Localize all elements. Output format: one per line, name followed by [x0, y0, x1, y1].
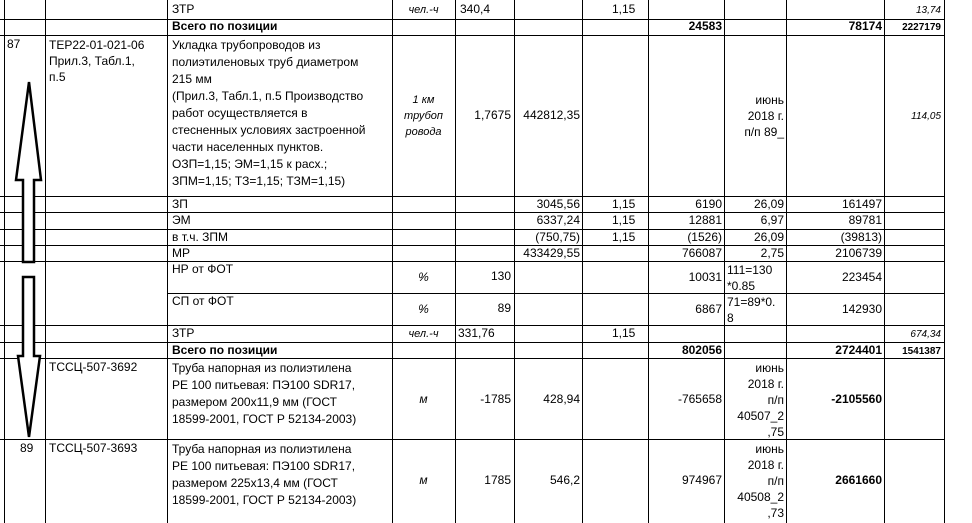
em-sum-base: 12881 [688, 213, 722, 227]
row89-num: 89 [20, 441, 34, 455]
ztr-coef: 1,15 [612, 2, 636, 16]
zp-name: ЗП [172, 197, 188, 211]
ztr2-coef: 1,15 [612, 326, 636, 340]
zp-price: 3045,56 [536, 197, 580, 211]
row87-index: июнь 2018 г. п/п 89_ [744, 93, 784, 139]
row89-price: 546,2 [549, 473, 580, 487]
row87-num: 87 [7, 37, 21, 51]
vsego2-sum-cur: 2724401 [835, 343, 882, 357]
sp-unit: % [418, 302, 429, 316]
row87-qty: 1,7675 [474, 108, 511, 122]
zpm-index: 26,09 [753, 230, 784, 244]
em-index: 6,97 [760, 213, 784, 227]
vsego-name: Всего по позиции [172, 19, 278, 33]
em-name: ЭМ [172, 213, 191, 227]
em-price: 6337,24 [536, 213, 580, 227]
ztr-total: 13,74 [915, 5, 941, 16]
mr-name: МР [172, 246, 190, 260]
row88-code: ТССЦ-507-3692 [49, 360, 138, 374]
zp-sum-cur: 161497 [841, 197, 882, 211]
row89-unit: м [419, 473, 428, 487]
sp-name: СП от ФОТ [172, 294, 234, 308]
row88-index: июнь 2018 г. п/п 40507_2 ,75 [737, 361, 784, 439]
nr-index: 111=130 *0.85 [727, 263, 773, 293]
nr-sum-base: 10031 [688, 270, 722, 284]
mr-price: 433429,55 [523, 246, 580, 260]
row87-price: 442812,35 [523, 108, 580, 122]
row87-code: ТЕР22-01-021-06 Прил.3, Табл.1, п.5 [49, 38, 145, 84]
row88-sum-base: -765658 [677, 392, 722, 406]
row88-price: 428,94 [543, 392, 580, 406]
row89-name: Труба напорная из полиэтилена PE 100 питьевая: ПЭ100 SDR17, размером 225х13,4 мм (ГОСТ 18599-2001, ГОСТ Р 52134-2003) [172, 442, 357, 507]
sp-sum-base: 6867 [695, 302, 722, 316]
row87-name: Укладка трубопроводов из полиэтиленовых труб диаметром 215 мм (Прил.3, Табл.1, п.5 Производство работ осуществляется в стесненных условиях застроенной части населенных пунктов. ОЗП=1,15; ЭМ=1,15 к расх.; ЗПМ=1,15; ТЗ=1,15; ТЗМ=1,15) [172, 38, 366, 188]
row87-total: 114,05 [911, 111, 941, 122]
ztr-name: ЗТР [172, 2, 195, 16]
row87-unit: 1 км трубоп ровода [404, 94, 443, 138]
ztr2-qty: 331,76 [458, 326, 495, 340]
row88-name: Труба напорная из полиэтилена PE 100 питьевая: ПЭ100 SDR17, размером 200х11,9 мм (ГОСТ 18599-2001, ГОСТ Р 52134-2003) [172, 361, 357, 426]
zpm-price: (750,75) [535, 230, 580, 244]
zp-sum-base: 6190 [695, 197, 722, 211]
zpm-sum-base: (1526) [687, 230, 722, 244]
mr-sum-base: 766087 [681, 246, 722, 260]
ztr2-total: 674,34 [910, 329, 941, 340]
zp-coef: 1,15 [612, 197, 636, 211]
double-headed-arrow-icon [0, 0, 60, 460]
sp-index: 71=89*0. 8 [727, 295, 776, 325]
vsego-sum-base: 24583 [688, 19, 722, 33]
zpm-coef: 1,15 [612, 230, 636, 244]
ztr-qty: 340,4 [460, 2, 491, 16]
vsego-sum-cur: 78174 [848, 19, 882, 33]
mr-sum-cur: 2106739 [835, 246, 882, 260]
vsego-total: 2227179 [902, 22, 941, 33]
zpm-sum-cur: (39813) [840, 230, 882, 244]
vsego2-name: Всего по позиции [172, 343, 278, 357]
mr-index: 2,75 [760, 246, 784, 260]
nr-qty: 130 [490, 269, 511, 283]
nr-sum-cur: 223454 [841, 270, 882, 284]
ztr-unit: чел.-ч [408, 4, 439, 16]
row89-qty: 1785 [484, 473, 511, 487]
vsego2-sum-base: 802056 [681, 343, 722, 357]
nr-name: НР от ФОТ [172, 262, 234, 276]
row89-code: ТССЦ-507-3693 [49, 441, 138, 455]
ztr2-unit: чел.-ч [408, 328, 439, 340]
row88-qty: -1785 [480, 392, 511, 406]
row89-sum-cur: 2661660 [835, 473, 882, 487]
em-sum-cur: 89781 [848, 213, 882, 227]
zpm-name: в т.ч. ЗПМ [172, 230, 228, 244]
ztr2-name: ЗТР [172, 326, 195, 340]
row89-sum-base: 974967 [681, 473, 722, 487]
row88-unit: м [419, 392, 428, 406]
sp-sum-cur: 142930 [841, 302, 882, 316]
sp-qty: 89 [497, 301, 511, 315]
nr-unit: % [418, 270, 429, 284]
row88-sum-cur: -2105560 [831, 392, 882, 406]
vsego2-total: 1541387 [902, 346, 941, 357]
em-coef: 1,15 [612, 213, 636, 227]
row89-index: июнь 2018 г. п/п 40508_2 ,73 [737, 442, 784, 520]
zp-index: 26,09 [753, 197, 784, 211]
